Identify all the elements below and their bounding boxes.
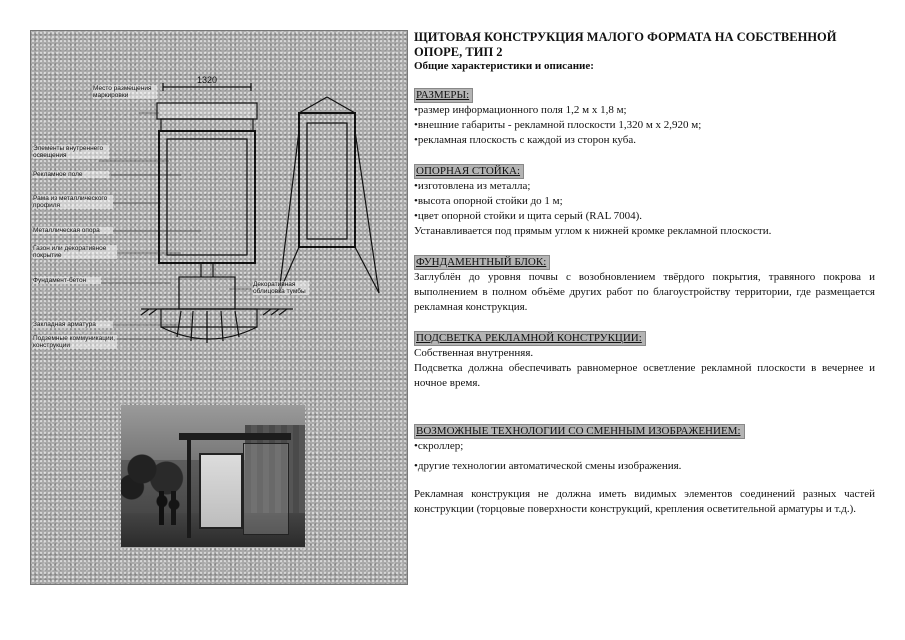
callout-underground: Подземные коммуникации, конструкции — [33, 335, 116, 349]
section-sizes — [414, 88, 875, 148]
photo-glass-panel — [243, 443, 289, 535]
page-title: ЩИТОВАЯ КОНСТРУКЦИЯ МАЛОГО ФОРМАТА НА СОБСТВЕННОЙ ОПОРЕ, ТИП 2 — [414, 30, 837, 59]
list-item: • другие технологии автоматической смены изображения. — [414, 459, 875, 474]
section-heading-technologies: ВОЗМОЖНЫЕ ТЕХНОЛОГИИ СО СМЕННЫМ ИЗОБРАЖЕНИЕМ: — [414, 424, 745, 439]
callout-decor-cladding: Декоративная облицовка тумбы — [253, 281, 309, 295]
section-text: Подсветка должна обеспечивать равномерное осветление рекламной плоскости в вечернее и ночное время. — [414, 362, 875, 389]
callout-ad-field: Рекламное поле — [33, 171, 109, 178]
photo-people — [153, 491, 183, 525]
photo-ad-board — [199, 453, 243, 529]
section-text: Устанавливается под прямым углом к нижней кромке рекламной плоскости. — [414, 225, 772, 237]
list-item: • скроллер; — [414, 439, 875, 454]
figure-panel — [30, 30, 408, 585]
document-text — [414, 30, 875, 515]
callout-foundation: Фундамент-бетон — [33, 277, 101, 284]
photo-canopy — [179, 433, 291, 440]
callout-lawn: Газон или декоративное покрытие — [33, 245, 117, 259]
section-technologies — [414, 424, 875, 474]
closing-note — [414, 487, 875, 517]
section-text: Собственная внутренняя. — [414, 347, 534, 359]
list-item: • рекламная плоскость с каждой из сторон куба. — [414, 133, 875, 148]
list-item: • размер информационного поля 1,2 м х 1,8 м; — [414, 103, 875, 118]
callout-embedded-rebar: Закладная арматура — [33, 321, 113, 328]
section-heading-lighting: ПОДСВЕТКА РЕКЛАМНОЙ КОНСТРУКЦИИ: — [414, 331, 646, 346]
list-item: • внешние габариты - рекламной плоскости 1,320 м х 2,920 м; — [414, 118, 875, 133]
photo-post — [187, 440, 191, 538]
callout-marking-place: Место размещения маркировки — [93, 85, 157, 99]
section-support-post — [414, 164, 875, 239]
list-item: • изготовлена из металла; — [414, 179, 875, 194]
section-heading-sizes: РАЗМЕРЫ: — [414, 88, 473, 103]
callout-lighting-elements: Элементы внутреннего освещения — [33, 145, 109, 159]
dimension-label: 1320 — [197, 75, 218, 85]
section-text: Заглублён до уровня почвы с возобновлением твёрдого покрытия, травяного покрова и выполнением в полном объёме других работ по благоустройству территории, где размещается рекламная конструкция. — [414, 271, 875, 313]
section-lighting — [414, 331, 875, 391]
callout-metal-frame: Рама из металлического профиля — [33, 195, 113, 209]
page-subtitle: Общие характеристики и описание: — [414, 60, 594, 72]
list-item: • высота опорной стойки до 1 м; — [414, 194, 875, 209]
section-heading-foundation: ФУНДАМЕНТНЫЙ БЛОК: — [414, 255, 550, 270]
list-item: • цвет опорной стойки и щита серый (RAL 7004). — [414, 209, 875, 224]
callout-metal-post: Металлическая опора — [33, 227, 113, 234]
bus-stop-photo-icon — [121, 405, 305, 547]
section-heading-support-post: ОПОРНАЯ СТОЙКА: — [414, 164, 524, 179]
closing-text: Рекламная конструкция не должна иметь видимых элементов соединений разных частей конструкции (торцовые поверхности конструкций, крепления осветительной арматуры и т.д.). — [414, 488, 875, 515]
section-foundation — [414, 255, 875, 315]
